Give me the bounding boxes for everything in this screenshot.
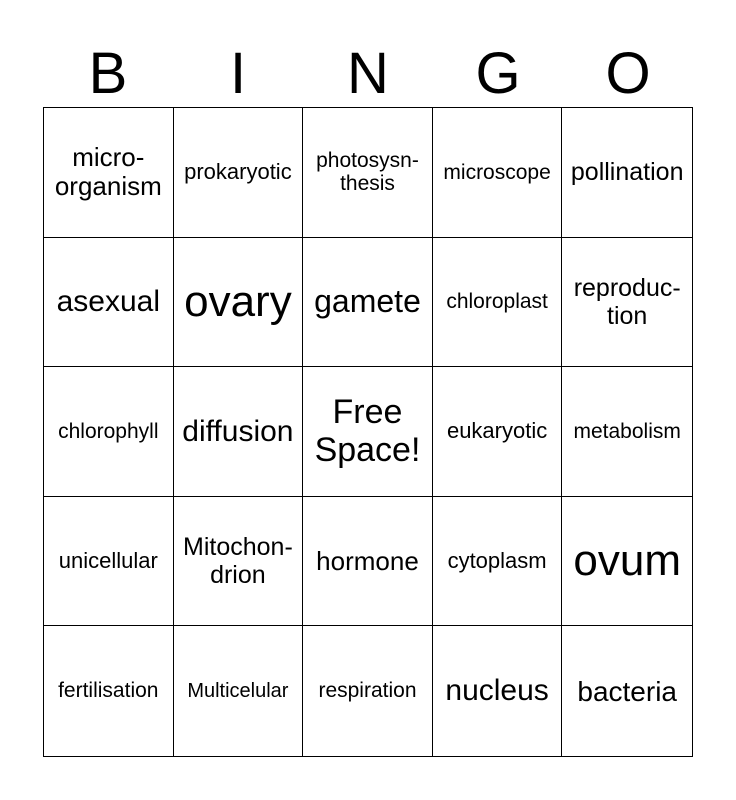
bingo-cell[interactable]: chloroplast [433, 238, 563, 368]
bingo-cell[interactable]: respiration [303, 626, 433, 756]
header-letter-i: I [229, 41, 247, 106]
header-letter-o: O [605, 41, 651, 106]
bingo-cell[interactable]: unicellular [44, 497, 174, 627]
bingo-board [43, 107, 693, 757]
bingo-cell[interactable]: chlorophyll [44, 367, 174, 497]
bingo-cell[interactable]: hormone [303, 497, 433, 627]
bingo-cell[interactable]: cytoplasm [433, 497, 563, 627]
bingo-cell[interactable]: bacteria [577, 675, 677, 707]
bingo-cell[interactable]: prokaryotic [174, 108, 304, 238]
bingo-cell[interactable]: fertilisation [44, 626, 174, 756]
header-letter-b: B [88, 41, 128, 106]
bingo-cell[interactable]: photosysn- thesis [303, 108, 433, 238]
header-letter-n: N [347, 41, 389, 106]
bingo-cell[interactable]: Mitochon- drion [174, 497, 304, 627]
bingo-cell[interactable]: diffusion [174, 367, 304, 497]
bingo-cell[interactable]: nucleus [433, 626, 563, 756]
bingo-cell[interactable]: ovum [562, 497, 692, 627]
bingo-cell[interactable]: Multicelular [174, 626, 304, 756]
bingo-cell[interactable]: gamete [303, 238, 433, 368]
bingo-cell[interactable]: metabolism [562, 367, 692, 497]
bingo-cell[interactable]: reproduc- tion [562, 238, 692, 368]
bingo-header [43, 40, 693, 108]
bingo-cell[interactable]: ovary [174, 238, 304, 368]
bingo-cell[interactable]: eukaryotic [433, 367, 563, 497]
bingo-cell[interactable]: microscope [433, 108, 563, 238]
bingo-cell[interactable]: asexual [44, 238, 174, 368]
bingo-cell[interactable]: Free Space! [303, 367, 433, 497]
bingo-cell[interactable]: pollination [562, 108, 692, 238]
header-letter-g: G [475, 41, 521, 106]
bingo-cell[interactable]: micro- organism [44, 108, 174, 238]
